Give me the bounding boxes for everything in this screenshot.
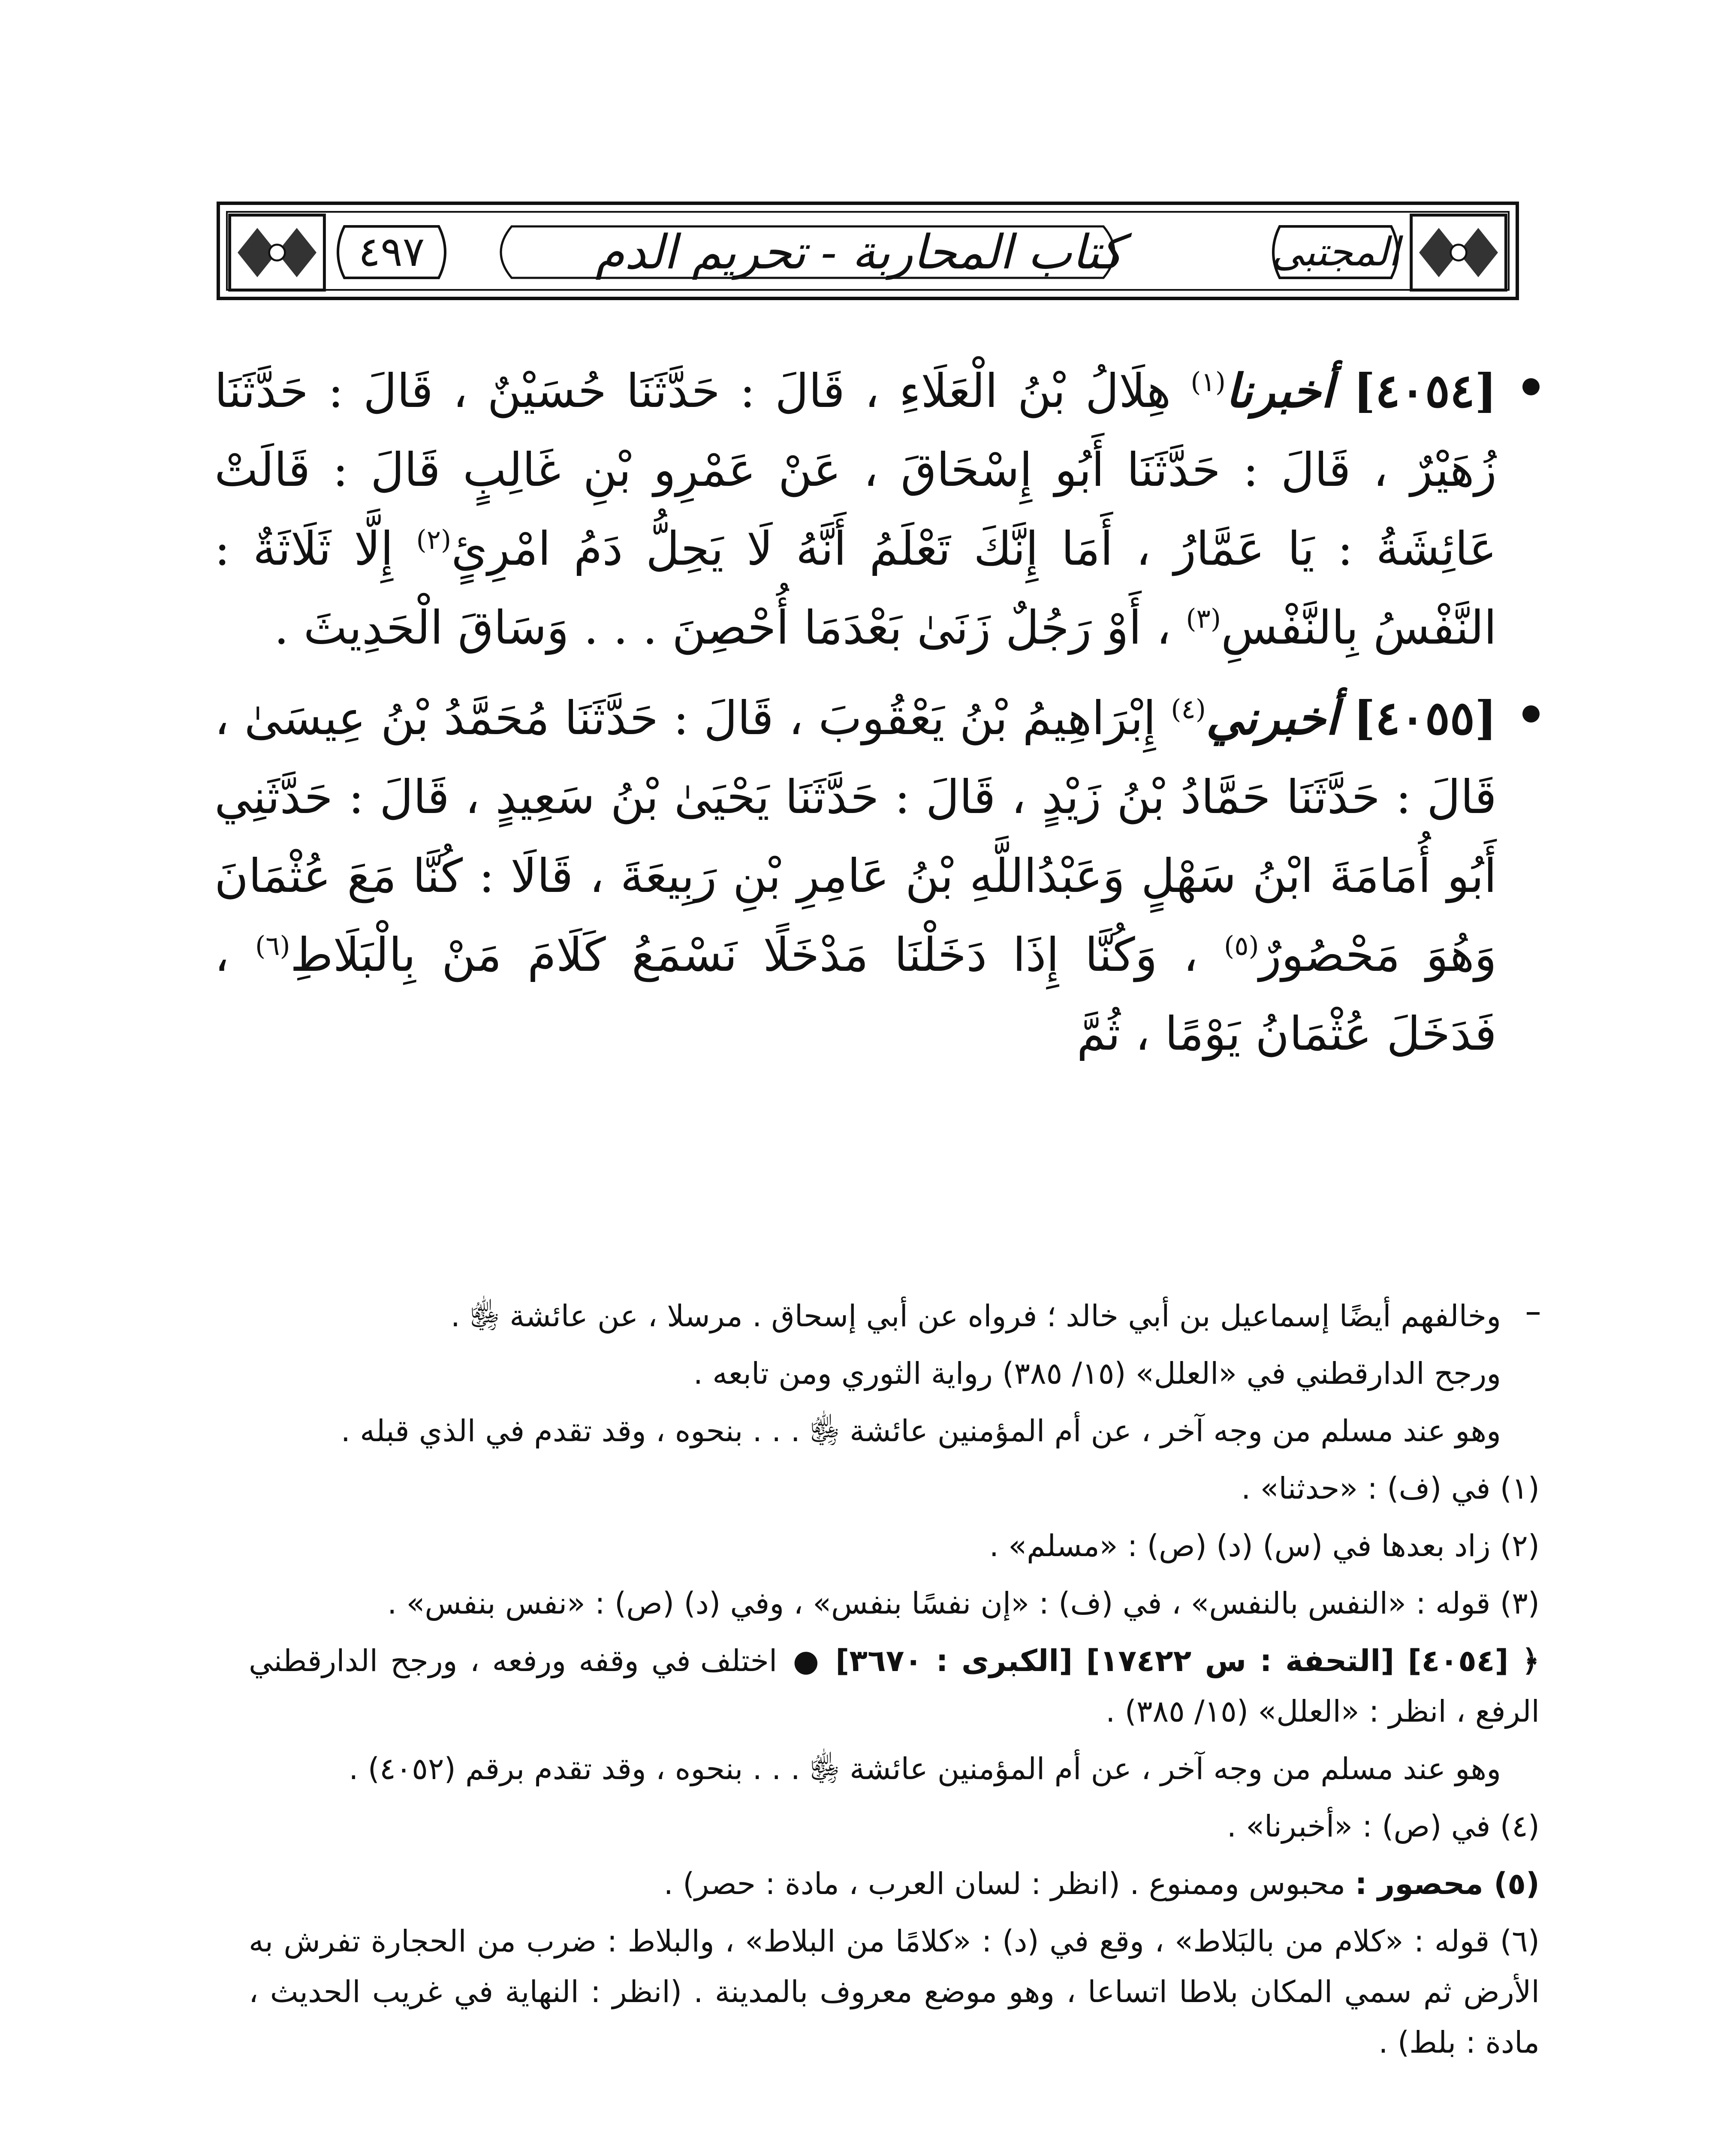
- footnote-ref: (٦): [255, 930, 290, 961]
- page-number: ٤٩٧: [358, 228, 425, 276]
- hadith-text: إِلَّا ثَلَاثَةٌ : النَّفْسُ بِالنَّفْسِ: [214, 522, 1497, 655]
- footnote-ref: (٢): [416, 524, 452, 555]
- hadith-lead: أخبرني: [1206, 691, 1338, 745]
- footnote-2: (٢) زاد بعدها في (س) (د) (ص) : «مسلم» .: [989, 1528, 1540, 1563]
- running-title: كتاب المحاربة - تحريم الدم: [595, 225, 1123, 280]
- footnote-1: (١) في (ف) : «حدثنا» .: [1241, 1471, 1540, 1506]
- footnote-5-label: (٥) محصور :: [1355, 1866, 1540, 1901]
- takhrij-continuation: وهو عند مسلم من وجه آخر ، عن أم المؤمنين عائشة ﵂ . . . بنحوه ، وقد تقدم برقم (٤٠٥٢) .: [349, 1751, 1501, 1786]
- footnote-5: [249, 1858, 1540, 1909]
- book-brand: المجتبى: [1271, 229, 1400, 275]
- page-header: [217, 202, 1519, 300]
- ornament-right-icon: [1409, 213, 1508, 292]
- hadith-number: [٤٠٥٥]: [1353, 691, 1497, 745]
- takhrij-heading: ﴿ [٤٠٥٤] [التحفة : س ١٧٤٢٢] [الكبرى : ٣٦٧٠] ●: [790, 1643, 1540, 1678]
- footnote-ref: (٣): [1186, 603, 1221, 634]
- hadith-text: هِلَالُ بْنُ الْعَلَاءِ ، قَالَ : حَدَّثَنَا حُسَيْنٌ ، قَالَ : حَدَّثَنَا زُهَيْرٌ ، قَالَ : حَدَّثَنَا أَبُو إِسْحَاقَ ، عَنْ عَمْرِو بْنِ غَالِبٍ قَالَ : قَالَتْ عَائِشَةُ : يَا عَمَّارُ ، أَمَا إِنَّكَ تَعْلَمُ أَنَّهُ لَا يَحِلُّ دَمُ امْرِئٍ: [214, 364, 1497, 576]
- footnote-ref: (١): [1190, 366, 1226, 397]
- hadith-text: ، أَوْ رَجُلٌ زَنَىٰ بَعْدَمَا أُحْصِنَ . . . وَسَاقَ الْحَدِيثَ .: [274, 601, 1171, 655]
- bullet-icon: [1522, 705, 1540, 723]
- hadith-number: [٤٠٥٤]: [1353, 364, 1497, 418]
- takhrij-text: اختلف في وقفه ورفعه ، ورجح الدارقطني الرفع ، انظر : «العلل» (١٥/ ٣٨٥) .: [249, 1643, 1540, 1729]
- footnote-5-text: محبوس وممنوع . (انظر : لسان العرب ، مادة : حصر) .: [663, 1866, 1346, 1901]
- footnote-continuation: وخالفهم أيضًا إسماعيل بن أبي خالد ؛ فرواه عن أبي إسحاق . مرسلا ، عن عائشة ﵂ .: [450, 1298, 1501, 1334]
- footnote-3: (٣) قوله : «النفس بالنفس» ، في (ف) : «إن نفسًا بنفس» ، وفي (د) (ص) : «نفس بنفس» .: [387, 1586, 1540, 1621]
- footnote-4: (٤) في (ص) : «أخبرنا» .: [1227, 1809, 1540, 1844]
- hadith-4055: [214, 679, 1540, 1074]
- takhrij-4054: [249, 1635, 1540, 1737]
- hadith-text: ، وَكُنَّا إِذَا دَخَلْنَا مَدْخَلًا نَسْمَعُ كَلَامَ مَنْ بِالْبَلَاطِ: [290, 928, 1198, 982]
- hadith-text: ، فَدَخَلَ عُثْمَانُ يَوْمًا ، ثُمَّ: [214, 928, 1497, 1061]
- hadith-text: إِبْرَاهِيمُ بْنُ يَعْقُوبَ ، قَالَ : حَدَّثَنَا مُحَمَّدُ بْنُ عِيسَىٰ ، قَالَ : حَدَّثَنَا حَمَّادُ بْنُ زَيْدٍ ، قَالَ : حَدَّثَنَا يَحْيَىٰ بْنُ سَعِيدٍ ، قَالَ : حَدَّثَنِي أَبُو أُمَامَةَ ابْنُ سَهْلٍ وَعَبْدُاللَّهِ بْنُ عَامِرِ بْنِ رَبِيعَةَ ، قَالَا : كُنَّا مَعَ عُثْمَانَ وَهُوَ مَحْصُورٌ: [214, 692, 1497, 982]
- footnote-continuation: وهو عند مسلم من وجه آخر ، عن أم المؤمنين عائشة ﵂ . . . بنحوه ، وقد تقدم في الذي قبله .: [341, 1413, 1501, 1448]
- footnote-continuation: ورجح الدارقطني في «العلل» (١٥/ ٣٨٥) رواية الثوري ومن تابعه .: [693, 1356, 1501, 1391]
- footnote-ref: (٤): [1171, 693, 1206, 725]
- bullet-icon: [1522, 378, 1540, 395]
- ornament-left-icon: [228, 213, 326, 292]
- footnote-6: (٦) قوله : «كلام من بالبَلاط» ، وقع في (د) : «كلامًا من البلاط» ، والبلاط : ضرب من الحجارة تفرش به الأرض ثم سمي المكان بلاطا اتساعا ، وهو موضع معروف بالمدينة . (انظر : النهاية في غريب الحديث ، مادة : بلط) .: [249, 1924, 1540, 2060]
- footnote-ref: (٥): [1224, 930, 1259, 961]
- hadith-4054: [214, 352, 1540, 668]
- footnotes: [249, 1291, 1540, 2075]
- hadith-lead: أخبرنا: [1226, 364, 1334, 418]
- main-text: [214, 352, 1540, 1085]
